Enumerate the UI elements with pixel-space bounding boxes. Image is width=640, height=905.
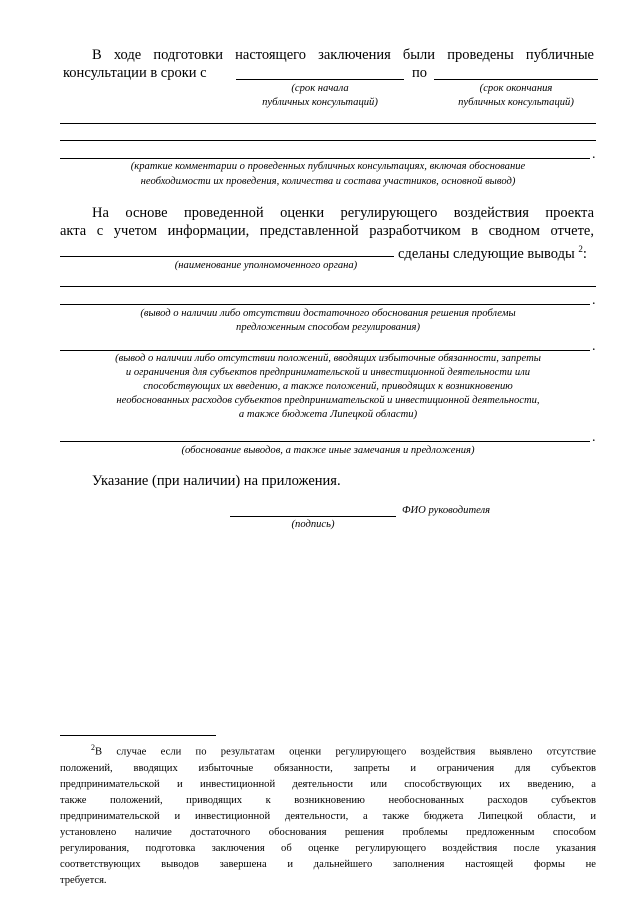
conclusion1-caption-1: (вывод о наличии либо отсутствии достаточного обоснования решения проблемы: [140, 308, 516, 319]
start-date-caption-2: публичных консультаций): [262, 97, 378, 108]
conclusion2-caption-5: а также бюджета Липецкой области): [238, 409, 418, 420]
comments-caption-2: необходимости их проведения, количества и состава участников, основной вывод): [140, 176, 516, 187]
footnote-line-9: требуется.: [60, 874, 107, 886]
end-date-caption-2: публичных консультаций): [458, 97, 574, 108]
period-mark-4: .: [592, 430, 596, 445]
signature-field[interactable]: [230, 516, 396, 517]
consultation-text-line2: консультации в сроки с: [63, 65, 207, 81]
end-date-field[interactable]: [434, 79, 598, 80]
end-date-caption-1: (срок окончания: [479, 83, 553, 94]
conclusion2-caption-4: необоснованных расходов субъектов предпринимательской и инвестиционной деятельности,: [116, 395, 540, 406]
conclusion2-caption-1: (вывод о наличии либо отсутствии положений, вводящих избыточные обязанности, запреты: [115, 353, 541, 364]
start-date-caption-1: (срок начала: [291, 83, 349, 94]
signature-caption: (подпись): [291, 519, 335, 530]
footnote-line-4: также положений, приводящих к возникновению необоснованных расходов субъектов: [60, 794, 596, 806]
attachments-note: Указание (при наличии) на приложения.: [92, 473, 341, 489]
start-date-field[interactable]: [236, 79, 404, 80]
period-mark: .: [592, 147, 596, 162]
footnote-line-1: [60, 740, 596, 761]
footnote-reference[interactable]: 2: [578, 244, 583, 254]
comments-line-3[interactable]: [60, 158, 590, 159]
footnote-line-2: положений, вводящих избыточные обязанности, запреты и ограничения для субъектов: [60, 762, 596, 774]
consultation-text-po: по: [412, 65, 428, 81]
conclusions-text-line3: сделаны следующие выводы: [398, 245, 575, 262]
comments-line-1[interactable]: [60, 123, 596, 124]
justification-caption: (обоснование выводов, а также иные замечания и предложения): [181, 445, 475, 456]
justification-line[interactable]: [60, 441, 590, 442]
footnote-separator: [60, 735, 216, 736]
organ-name-caption: (наименование уполномоченного органа): [174, 260, 358, 271]
organ-name-field[interactable]: [60, 256, 394, 257]
conclusion1-line-1[interactable]: [60, 286, 596, 287]
comments-line-2[interactable]: [60, 140, 596, 141]
conclusion2-line[interactable]: [60, 350, 590, 351]
footnote-line-5: предпринимательской и инвестиционной деятельности, а также бюджета Липецкой области, и: [60, 810, 596, 822]
period-mark-3: .: [592, 339, 596, 354]
comments-caption-1: (краткие комментарии о проведенных публичных консультациях, включая обоснование: [130, 161, 526, 172]
footnote-block: [60, 740, 596, 889]
footnote-line-8: соответствующих выводов завершена и дальнейшего заполнения настоящей формы не: [60, 858, 596, 870]
period-mark-2: .: [592, 293, 596, 308]
conclusion2-caption-3: способствующих их введению, а также положений, приводящих к возникновению: [143, 381, 513, 392]
footnote-line-6: установлено наличие достаточного обоснования решения проблемы предложенным способом: [60, 826, 596, 838]
conclusion1-line-2[interactable]: [60, 304, 590, 305]
conclusion2-caption-2: и ограничения для субъектов предпринимательской и инвестиционной деятельности или: [125, 367, 531, 378]
consultation-text-line1: В ходе подготовки настоящего заключения были проведены публичные: [92, 47, 594, 63]
footnote-line-7: регулирования, подготовка заключения об оценке регулирующего воздействия после указания: [60, 842, 596, 854]
conclusion1-caption-2: предложенным способом регулирования): [236, 322, 420, 333]
colon-mark: :: [582, 245, 587, 262]
footnote-mark: 2: [91, 743, 95, 752]
footnote-line-1-text: В случае если по результатам оценки регулирующего воздействия выявлено отсутствие: [95, 746, 596, 758]
manager-fio-label: ФИО руководителя: [402, 505, 491, 516]
footnote-line-3: предпринимательской и инвестиционной деятельности или способствующих их введению, а: [60, 778, 596, 790]
conclusions-text-line1: На основе проведенной оценки регулирующего воздействия проекта: [92, 205, 594, 221]
conclusions-text-line2: акта с учетом информации, представленной разработчиком в сводном отчете,: [60, 223, 594, 239]
